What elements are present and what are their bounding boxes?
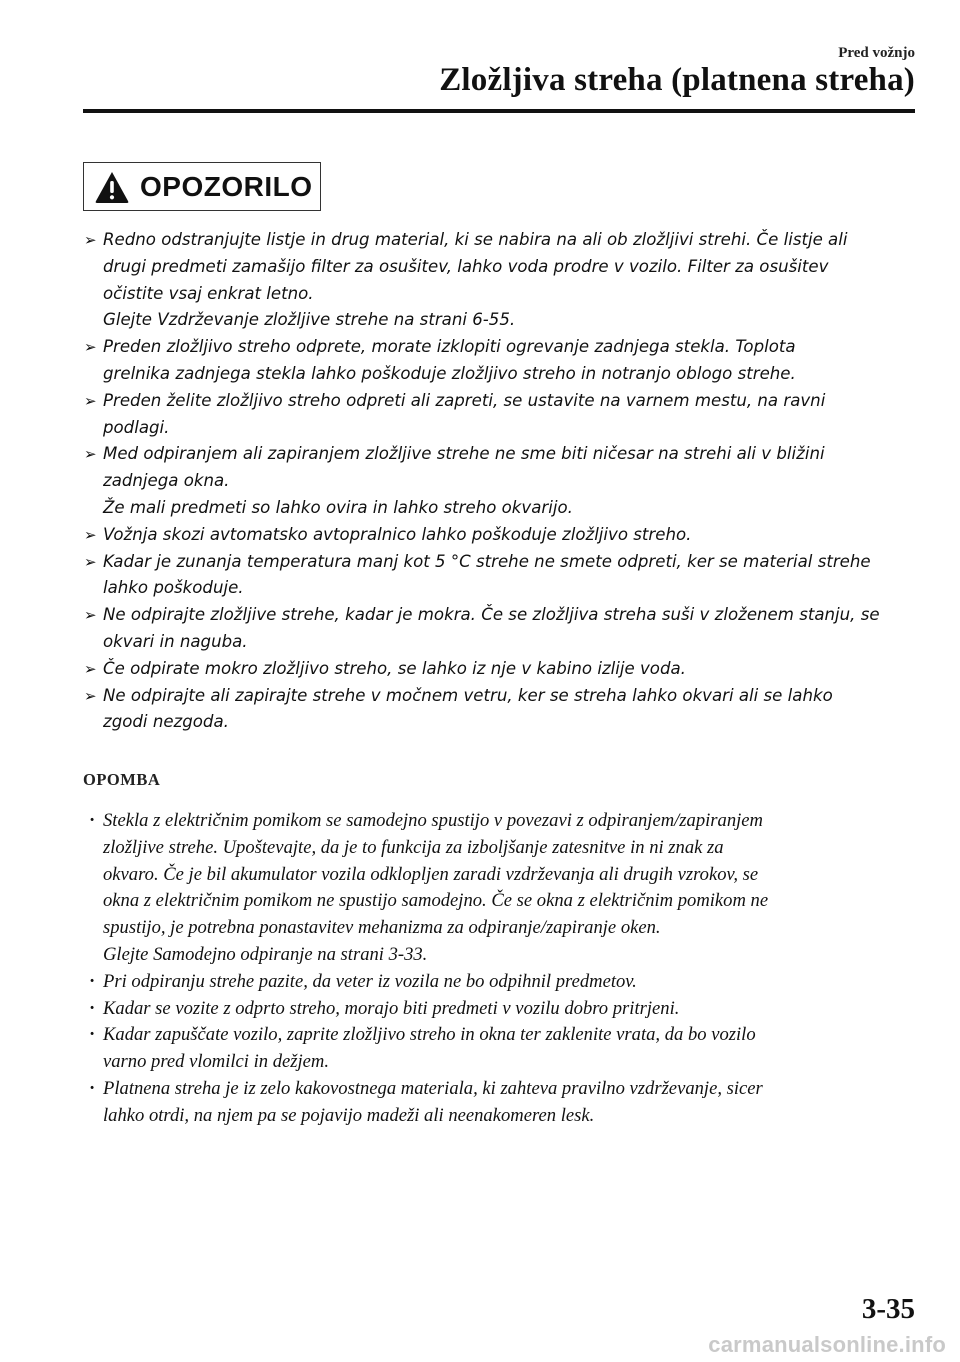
arrow-bullet-icon: ➢ xyxy=(84,659,97,678)
warning-line: drugi predmeti zamašijo filter za osušitev, lahko voda prodre v vozilo. Filter za osušitev xyxy=(103,256,829,276)
arrow-bullet-icon: ➢ xyxy=(84,338,97,357)
warning-title: OPOZORILO xyxy=(140,171,313,202)
warning-line: Že mali predmeti so lahko ovira in lahko streho okvarijo. xyxy=(103,497,573,517)
watermark: carmanualsonline.info xyxy=(708,1332,946,1357)
arrow-bullet-icon: ➢ xyxy=(84,525,97,544)
note-line: Kadar se vozite z odprto streho, morajo biti predmeti v vozilu dobro pritrjeni. xyxy=(103,997,680,1019)
arrow-bullet-icon: ➢ xyxy=(84,606,97,625)
warning-item xyxy=(83,388,918,442)
warning-line: Vožnja skozi avtomatsko avtopralnico lahko poškoduje zložljivo streho. xyxy=(103,524,692,544)
warning-line: Preden zložljivo streho odprete, morate izklopiti ogrevanje zadnjega stekla. Toplota xyxy=(103,337,796,357)
dot-bullet-icon: · xyxy=(89,810,96,831)
warning-item xyxy=(83,549,918,603)
warning-item xyxy=(83,227,918,334)
warning-line: lahko poškoduje. xyxy=(103,578,244,598)
note-line: Stekla z električnim pomikom se samodejno spustijo v povezavi z odpiranjem/zapiranjem xyxy=(103,810,763,831)
note-item xyxy=(83,969,918,996)
warning-list xyxy=(83,227,918,736)
arrow-bullet-icon: ➢ xyxy=(84,391,97,410)
header-rule xyxy=(83,109,915,113)
warning-item xyxy=(83,602,918,656)
warning-line: Med odpiranjem ali zapiranjem zložljive strehe ne sme biti ničesar na strehi ali v bližini xyxy=(103,444,825,464)
note-line: Kadar zapuščate vozilo, zaprite zložljivo streho in okna ter zaklenite vrata, da bo vozilo xyxy=(103,1024,756,1046)
warning-item xyxy=(83,441,918,521)
warning-line: Ne odpirajte ali zapirajte strehe v močnem vetru, ker se streha lahko okvari ali se lahko xyxy=(103,685,833,705)
dot-bullet-icon: · xyxy=(89,1077,96,1099)
warning-item xyxy=(83,334,918,388)
warning-line: Glejte Vzdrževanje zložljive strehe na strani 6-55. xyxy=(103,310,516,330)
note-label: OPOMBA xyxy=(83,770,161,789)
warning-line: očistite vsaj enkrat letno. xyxy=(103,283,314,303)
warning-line: zadnjega okna. xyxy=(103,471,230,491)
note-line: Platnena streha je iz zelo kakovostnega materiala, ki zahteva pravilno vzdrževanje, sicer xyxy=(103,1077,763,1099)
warning-line: okvari in naguba. xyxy=(103,631,248,651)
arrow-bullet-icon: ➢ xyxy=(84,552,97,571)
note-item xyxy=(83,808,918,969)
page-number: 3-35 xyxy=(861,1293,915,1325)
warning-line: Redno odstranjujte listje in drug material, ki se nabira na ali ob zložljivi strehi. Če listje ali xyxy=(103,230,848,249)
warning-line: Če odpirate mokro zložljivo streho, se lahko iz nje v kabino izlije voda. xyxy=(103,658,686,678)
page-title: Zložljiva streha (platnena streha) xyxy=(439,62,915,98)
note-line: okvaro. Če je bil akumulator vozila odklopljen zaradi vzdrževanja ali drugih vzrokov, se xyxy=(103,863,759,885)
warning-line: Ne odpirajte zložljive strehe, kadar je mokra. Če se zložljiva streha suši v zloženem stanju, se xyxy=(103,605,880,625)
warning-item xyxy=(83,522,918,549)
warning-item xyxy=(83,656,918,683)
dot-bullet-icon: · xyxy=(89,997,96,1019)
note-item xyxy=(83,1022,918,1076)
note-item xyxy=(83,1076,918,1130)
note-line: okna z električnim pomikom ne spustijo samodejno. Če se okna z električnim pomikom ne xyxy=(103,890,769,912)
section-label: Pred vožnjo xyxy=(838,45,915,61)
warning-line: Preden želite zložljivo streho odpreti ali zapreti, se ustavite na varnem mestu, na ravni xyxy=(103,390,826,410)
note-list xyxy=(83,808,918,1130)
warning-box xyxy=(83,162,321,211)
warning-line: grelnika zadnjega stekla lahko poškoduje zložljivo streho in notranjo oblogo strehe. xyxy=(103,363,796,383)
warning-line: Kadar je zunanja temperatura manj kot 5 °C strehe ne smete odpreti, ker se material strehe xyxy=(103,551,871,571)
note-line: Glejte Samodejno odpiranje na strani 3-33. xyxy=(103,943,428,965)
warning-line: podlagi. xyxy=(103,417,170,437)
warning-item xyxy=(83,683,918,737)
dot-bullet-icon: · xyxy=(89,1024,96,1046)
note-line: spustijo, je potrebna ponastavitev mehanizma za odpiranje/zapiranje oken. xyxy=(103,917,661,939)
note-line: varno pred vlomilci in dežjem. xyxy=(103,1051,330,1073)
arrow-bullet-icon: ➢ xyxy=(84,231,97,249)
note-line: lahko otrdi, na njem pa se pojavijo madeži ali neenakomeren lesk. xyxy=(103,1104,595,1126)
note-line: zložljive strehe. Upoštevajte, da je to funkcija za izboljšanje zatesnitve in ni znak za xyxy=(103,836,724,858)
note-line: Pri odpiranju strehe pazite, da veter iz vozila ne bo odpihnil predmetov. xyxy=(103,970,637,992)
arrow-bullet-icon: ➢ xyxy=(84,445,97,464)
warning-triangle-icon xyxy=(94,170,130,204)
dot-bullet-icon: · xyxy=(89,970,96,992)
arrow-bullet-icon: ➢ xyxy=(84,686,97,705)
note-item xyxy=(83,996,918,1023)
warning-line: zgodi nezgoda. xyxy=(103,712,229,732)
